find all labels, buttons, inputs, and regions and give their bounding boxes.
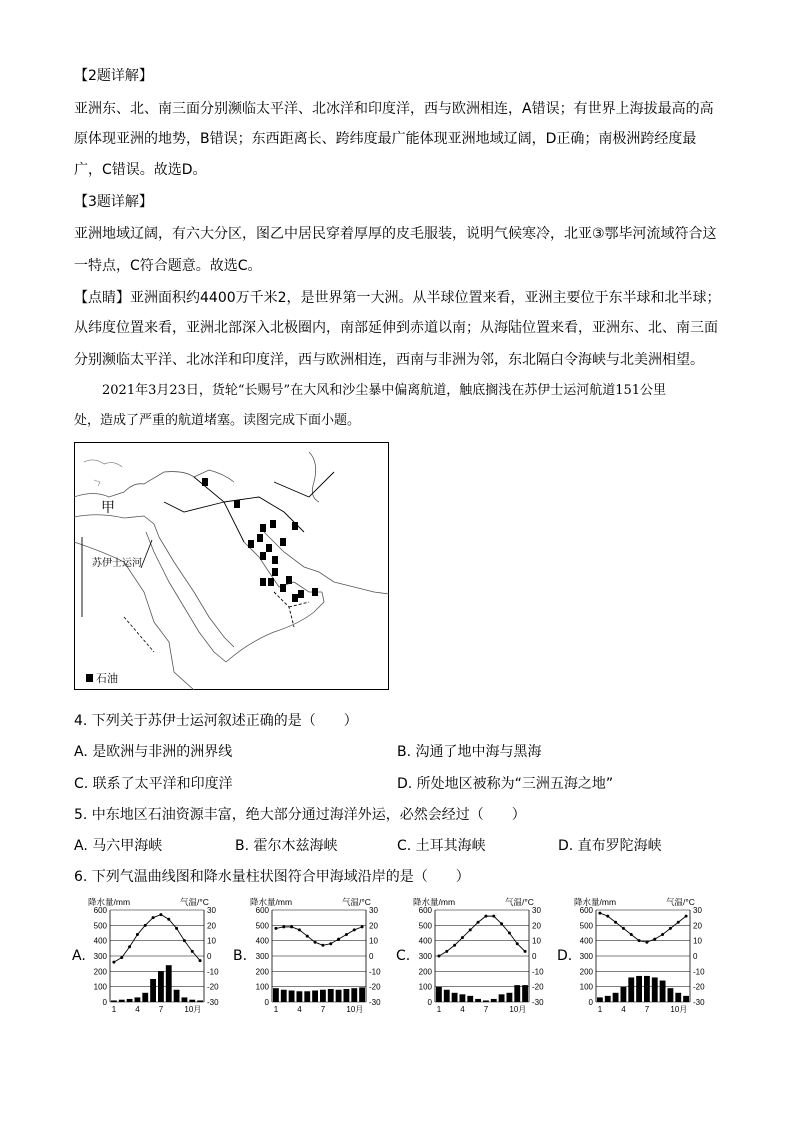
q6-letter-c: C. (396, 948, 411, 964)
map-label-jia: 甲 (101, 501, 115, 516)
precip-bar (297, 991, 303, 1002)
temp-point (329, 942, 332, 945)
precip-tick-label: 600 (93, 906, 107, 915)
q5-option-b: B. 霍尔木兹海峡 (235, 838, 338, 854)
precip-tick-label: 400 (93, 936, 107, 946)
temp-line (276, 927, 362, 945)
month-tick-label: 1 (273, 1005, 279, 1014)
precip-tick-label: 600 (579, 906, 593, 915)
temp-point (661, 933, 664, 936)
temp-tick-label: -30 (369, 998, 381, 1007)
precip-bar (652, 977, 658, 1002)
temp-point (508, 932, 511, 935)
temp-tick-label: -20 (207, 982, 219, 992)
precip-bar (636, 976, 642, 1002)
temp-tick-label: -20 (369, 982, 381, 992)
temp-tick-label: 0 (693, 952, 698, 961)
precip-tick-label: 100 (579, 982, 593, 992)
temp-tick-label: -10 (369, 967, 381, 977)
temp-point (630, 933, 633, 936)
q4-option-c: C. 联系了太平洋和印度洋 (74, 776, 233, 792)
temp-tick-label: 0 (369, 952, 374, 961)
precip-tick-label: 300 (93, 952, 107, 961)
temp-point (199, 959, 202, 962)
temp-tick-label: -10 (207, 967, 219, 977)
precip-bar (197, 1000, 203, 1002)
comment-line-3: 分别濒临太平洋、北冰洋和印度洋，西与欧洲相连，西南与非洲为邻，东北隔白令海峡与北美洲相望。 (74, 352, 704, 368)
temp-point (136, 933, 139, 936)
temp-point (685, 915, 688, 918)
precip-tick-label: 0 (427, 998, 432, 1007)
temp-point (167, 918, 170, 921)
precip-bar (166, 965, 172, 1002)
q4-option-d: D. 所处地区被称为“三洲五海之地” (397, 776, 614, 792)
temp-point (298, 928, 301, 931)
temp-point (183, 939, 186, 942)
precip-bar (158, 971, 164, 1002)
q5-option-a: A. 马六甲海峡 (74, 838, 163, 854)
temp-point (191, 950, 194, 953)
precip-bar (127, 999, 133, 1002)
temp-point (516, 942, 519, 945)
precip-bar (475, 999, 481, 1002)
q6-letter-a: A. (72, 948, 86, 964)
precip-axis-label: 降水量/mm (413, 897, 456, 907)
temp-point (524, 950, 527, 953)
precip-bar (444, 990, 450, 1002)
q5-option-c: C. 土耳其海峡 (397, 838, 486, 854)
month-tick-label: 10月 (346, 1005, 364, 1014)
precip-tick-label: 300 (579, 952, 593, 961)
q5-stem: 5. 中东地区石油资源丰富，绝大部分通过海洋外运，必然会经过（ ） (74, 807, 526, 823)
q6-stem: 6. 下列气温曲线图和降水量柱状图符合甲海域沿岸的是（ ） (74, 869, 470, 885)
temp-tick-label: 0 (207, 952, 212, 961)
precip-bar (644, 976, 650, 1002)
q3-heading: 【3题详解】 (74, 194, 153, 210)
temp-tick-label: 30 (532, 906, 541, 915)
temp-tick-label: -30 (693, 998, 705, 1007)
climate-chart-b (248, 896, 396, 1016)
temp-point (477, 921, 480, 924)
month-tick-label: 10月 (670, 1005, 688, 1014)
precip-bar (328, 989, 334, 1002)
q2-line-3: 广，C错误。故选D。 (74, 162, 207, 178)
q2-heading: 【2题详解】 (74, 68, 153, 84)
temp-tick-label: 10 (693, 936, 702, 946)
precip-tick-label: 400 (418, 936, 432, 946)
comment-line-1: 【点睛】亚洲面积约4400万千米2，是世界第一大洲。从半球位置来看，亚洲主要位于东半球和北半球； (74, 290, 721, 306)
precip-bar (135, 997, 141, 1002)
precip-bar (483, 1000, 489, 1002)
precip-tick-label: 0 (264, 998, 269, 1007)
precip-bar (613, 993, 619, 1002)
q4-stem: 4. 下列关于苏伊士运河叙述正确的是（ ） (74, 713, 358, 729)
temp-point (112, 961, 115, 964)
precip-bar (281, 990, 287, 1002)
precip-tick-label: 400 (255, 936, 269, 946)
q6-letter-b: B. (233, 948, 248, 964)
precip-bar (289, 991, 295, 1003)
q2-line-2: 原体现亚洲的地势，B错误；东西距离长、跨纬度最广能体现亚洲地域辽阔，D正确；南极洲跨经度最 (74, 131, 697, 147)
temp-point (484, 915, 487, 918)
temp-axis-label: 气温/°C (342, 897, 371, 907)
precip-bar (460, 994, 466, 1002)
temp-point (614, 921, 617, 924)
q6-letter-d: D. (557, 948, 573, 964)
temp-point (453, 944, 456, 947)
precip-bar (436, 987, 442, 1002)
precip-bar (499, 994, 505, 1002)
temp-point (321, 944, 324, 947)
precip-tick-label: 200 (418, 967, 432, 977)
temp-tick-label: -10 (532, 967, 544, 977)
month-tick-label: 1 (111, 1005, 117, 1014)
temp-tick-label: 30 (369, 906, 378, 915)
temp-point (290, 925, 293, 928)
q3-line-2: 一特点，C符合题意。故选C。 (74, 258, 262, 274)
precip-bar (668, 988, 674, 1002)
precip-tick-label: 600 (418, 906, 432, 915)
precip-bar (174, 990, 180, 1002)
precip-bar (273, 988, 279, 1002)
month-tick-label: 4 (460, 1005, 465, 1014)
precip-bar (351, 988, 357, 1002)
precip-bar (142, 993, 148, 1002)
precip-bar (150, 979, 156, 1002)
temp-tick-label: 30 (693, 906, 702, 915)
oil-legend-icon (86, 674, 93, 682)
precip-bar (522, 985, 528, 1002)
precip-tick-label: 400 (579, 936, 593, 946)
q5-option-d: D. 直布罗陀海峡 (558, 838, 662, 854)
precip-bar (514, 985, 520, 1002)
precip-tick-label: 600 (255, 906, 269, 915)
precip-bar (111, 1000, 117, 1002)
temp-point (152, 916, 155, 919)
precip-bar (119, 1000, 125, 1002)
temp-point (500, 922, 503, 925)
precip-bar (336, 990, 342, 1002)
precip-tick-label: 500 (579, 921, 593, 931)
precip-bar (182, 997, 188, 1002)
temp-tick-label: 30 (207, 906, 216, 915)
temp-point (598, 912, 601, 915)
month-tick-label: 7 (320, 1005, 326, 1014)
temp-point (606, 915, 609, 918)
precip-tick-label: 500 (93, 921, 107, 931)
temp-point (622, 927, 625, 930)
precip-bar (344, 989, 350, 1002)
temp-tick-label: 10 (532, 936, 541, 946)
month-tick-label: 7 (483, 1005, 489, 1014)
temp-point (445, 950, 448, 953)
temp-tick-label: 20 (532, 921, 541, 931)
q3-line-1: 亚洲地域辽阔，有六大分区，图乙中居民穿着厚厚的皮毛服装，说明气候寒冷，北亚③鄂毕河流域符合这 (74, 226, 717, 242)
temp-tick-label: -30 (207, 998, 219, 1007)
precip-axis-label: 降水量/mm (250, 897, 293, 907)
temp-point (345, 933, 348, 936)
temp-point (128, 945, 131, 948)
precip-bar (304, 991, 310, 1002)
climate-chart-d (572, 896, 720, 1016)
precip-tick-label: 200 (579, 967, 593, 977)
temp-point (653, 938, 656, 941)
temp-tick-label: 10 (369, 936, 378, 946)
precip-bar (491, 999, 497, 1002)
precip-tick-label: 100 (418, 982, 432, 992)
month-tick-label: 7 (158, 1005, 164, 1014)
month-tick-label: 1 (436, 1005, 442, 1014)
q4-option-a: A. 是欧洲与非洲的洲界线 (74, 744, 233, 760)
month-tick-label: 10月 (509, 1005, 527, 1014)
temp-point (638, 939, 641, 942)
temp-point (159, 913, 162, 916)
temp-line (600, 913, 686, 942)
temp-point (669, 927, 672, 930)
month-tick-label: 4 (621, 1005, 626, 1014)
precip-bar (660, 981, 666, 1002)
precip-bar (628, 977, 634, 1002)
temp-point (314, 941, 317, 944)
temp-line (439, 916, 525, 956)
precip-bar (605, 996, 611, 1002)
precip-tick-label: 300 (418, 952, 432, 961)
temp-point (337, 938, 340, 941)
climate-chart-a (86, 896, 234, 1016)
temp-point (461, 936, 464, 939)
month-tick-label: 7 (644, 1005, 650, 1014)
month-tick-label: 10月 (184, 1005, 202, 1014)
temp-axis-label: 气温/°C (505, 897, 534, 907)
temp-tick-label: -20 (532, 982, 544, 992)
month-tick-label: 4 (297, 1005, 302, 1014)
precip-bar (621, 987, 627, 1002)
temp-tick-label: 20 (693, 921, 702, 931)
precip-bar (683, 996, 689, 1002)
month-tick-label: 4 (135, 1005, 140, 1014)
temp-point (120, 956, 123, 959)
precip-axis-label: 降水量/mm (88, 897, 131, 907)
precip-tick-label: 0 (588, 998, 593, 1007)
passage-line-2: 处，造成了严重的航道堵塞。读图完成下面小题。 (74, 413, 361, 428)
temp-tick-label: -30 (532, 998, 544, 1007)
precip-bar (597, 997, 603, 1002)
precip-tick-label: 200 (93, 967, 107, 977)
precip-bar (675, 993, 681, 1002)
temp-point (274, 927, 277, 930)
temp-point (282, 925, 285, 928)
precip-bar (467, 996, 473, 1002)
q2-line-1: 亚洲东、北、南三面分别濒临太平洋、北冰洋和印度洋，西与欧洲相连，A错误；有世界上海拔最高的高 (74, 101, 714, 117)
precip-axis-label: 降水量/mm (574, 897, 617, 907)
precip-tick-label: 100 (93, 982, 107, 992)
climate-chart-c (411, 896, 559, 1016)
temp-point (677, 921, 680, 924)
precip-bar (507, 993, 513, 1002)
map-label-canal: 苏伊士运河 (92, 558, 142, 569)
precip-tick-label: 0 (102, 998, 107, 1007)
temp-tick-label: 0 (532, 952, 537, 961)
temp-axis-label: 气温/°C (666, 897, 695, 907)
precip-bar (359, 987, 365, 1002)
temp-point (645, 941, 648, 944)
passage-line-1: 2021年3月23日，货轮“长赐号”在大风和沙尘暴中偏离航道，触底搁浅在苏伊士运河航道151公里 (102, 383, 667, 398)
temp-point (175, 927, 178, 930)
temp-tick-label: 20 (369, 921, 378, 931)
middle-east-map (74, 442, 389, 690)
temp-axis-label: 气温/°C (180, 897, 209, 907)
precip-bar (452, 993, 458, 1002)
comment-line-2: 从纬度位置来看，亚洲北部深入北极圈内，南部延伸到赤道以南；从海陆位置来看，亚洲东、北、南三面 (74, 320, 718, 336)
temp-point (353, 928, 356, 931)
precip-bar (312, 991, 318, 1003)
precip-tick-label: 500 (255, 921, 269, 931)
temp-point (437, 955, 440, 958)
precip-tick-label: 200 (255, 967, 269, 977)
temp-tick-label: -20 (693, 982, 705, 992)
temp-line (114, 915, 200, 963)
precip-bar (320, 990, 326, 1002)
precip-tick-label: 100 (255, 982, 269, 992)
temp-point (306, 935, 309, 938)
temp-tick-label: 10 (207, 936, 216, 946)
temp-point (492, 915, 495, 918)
month-tick-label: 1 (597, 1005, 603, 1014)
temp-tick-label: 20 (207, 921, 216, 931)
precip-bar (189, 1000, 195, 1002)
precip-tick-label: 500 (418, 921, 432, 931)
precip-tick-label: 300 (255, 952, 269, 961)
map-legend-label: 石油 (96, 673, 118, 685)
q4-option-b: B. 沟通了地中海与黑海 (397, 744, 542, 760)
temp-tick-label: -10 (693, 967, 705, 977)
temp-point (469, 928, 472, 931)
temp-point (361, 925, 364, 928)
temp-point (144, 924, 147, 927)
